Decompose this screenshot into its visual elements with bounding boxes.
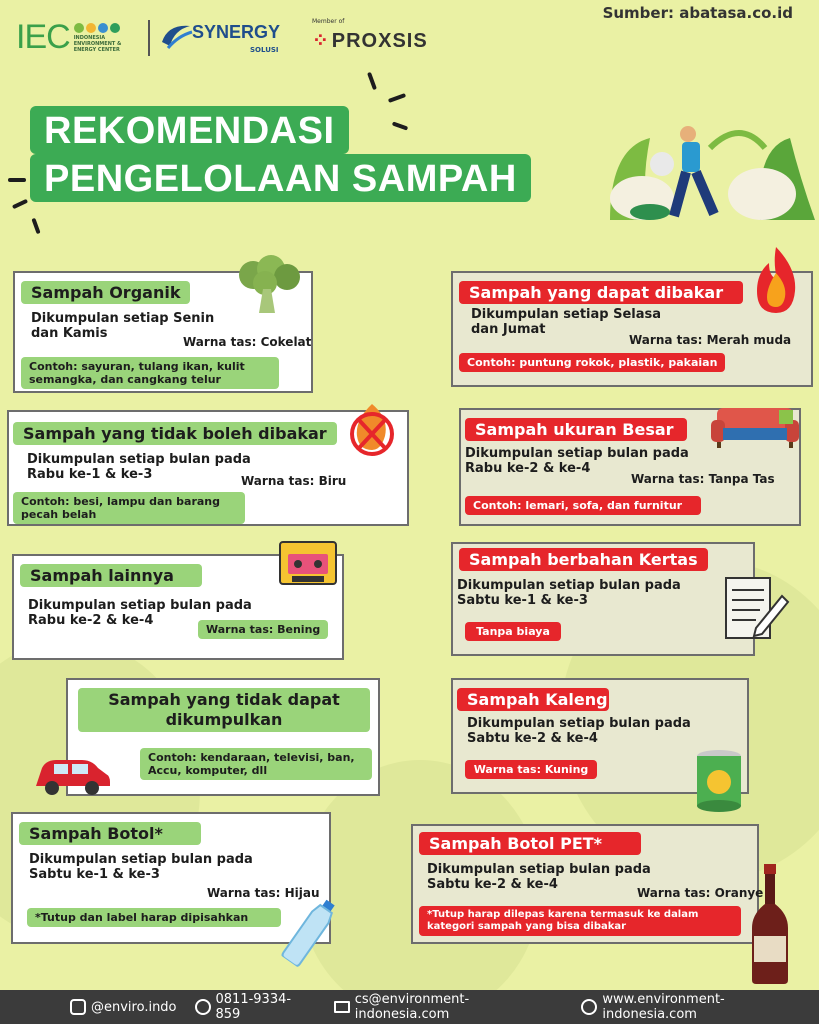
card-bag-color: Warna tas: Oranye <box>637 886 764 900</box>
card-note: *Tutup dan label harap dipisahkan <box>27 908 281 927</box>
card-example: Contoh: puntung rokok, plastik, pakaian <box>459 353 725 372</box>
card-title: Sampah Kaleng <box>457 688 609 711</box>
page-title-line2: PENGELOLAAN SAMPAH <box>30 154 531 202</box>
card-schedule: Dikumpulan setiap bulan pada Rabu ke-1 & ke-3 <box>27 452 251 482</box>
fire-icon <box>749 245 803 317</box>
title-accent-line <box>388 93 406 103</box>
no-fire-icon <box>345 400 399 456</box>
card-sampah-organik <box>13 271 313 393</box>
card-example: Contoh: lemari, sofa, dan furnitur <box>465 496 701 515</box>
card-schedule: Dikumpulan setiap Selasa dan Jumat <box>471 307 662 337</box>
footer-website-text: www.environment-indonesia.com <box>602 992 725 1022</box>
proxsis-logo-text: PROXSIS <box>331 30 428 52</box>
title-accent-line <box>31 218 40 234</box>
card-title: Sampah Botol PET* <box>419 832 641 855</box>
footer-email-text: cs@environment-indonesia.com <box>354 992 470 1022</box>
card-schedule: Dikumpulan setiap Senin dan Kamis <box>31 311 215 341</box>
globe-icon <box>581 999 597 1015</box>
iec-logo-text: IEC <box>16 18 70 56</box>
page-title-line1: REKOMENDASI <box>30 106 349 154</box>
waste-sorting-illustration-icon <box>590 108 815 220</box>
synergy-logo <box>158 18 288 58</box>
card-bag-color: Warna tas: Merah muda <box>629 333 792 347</box>
card-schedule: Dikumpulan setiap bulan pada Sabtu ke-2 & ke-4 <box>467 716 691 746</box>
card-title: Sampah yang dapat dibakar <box>459 281 743 304</box>
card-example: Contoh: besi, lampu dan barang pecah belah <box>13 492 245 524</box>
card-sampah-botol-pet <box>411 824 764 944</box>
card-bag-color: Warna tas: Tanpa Tas <box>631 472 775 486</box>
iec-logo <box>16 18 134 57</box>
card-title: Sampah yang tidak dapat dikumpulkan <box>78 688 370 732</box>
footer-website[interactable] <box>581 992 819 1022</box>
card-bag-color: Warna tas: Hijau <box>207 886 320 900</box>
source-credit: Sumber: abatasa.co.id <box>602 4 793 22</box>
card-sampah-dapat-dibakar <box>451 271 813 387</box>
card-sampah-ukuran-besar <box>459 408 801 526</box>
footer-instagram[interactable] <box>70 999 177 1015</box>
broccoli-icon <box>233 255 305 315</box>
footer-whatsapp[interactable] <box>195 992 316 1022</box>
card-bag-color: Warna tas: Cokelat <box>183 335 312 349</box>
card-sampah-lainnya <box>12 554 344 660</box>
title-accent-line <box>12 199 28 209</box>
can-icon <box>694 748 744 814</box>
footer-whatsapp-text: 0811-9334-859 <box>215 992 292 1022</box>
email-icon <box>334 1001 350 1013</box>
card-title: Sampah ukuran Besar <box>465 418 687 441</box>
card-schedule: Dikumpulan setiap bulan pada Sabtu ke-1 & ke-3 <box>457 578 681 608</box>
card-sampah-tidak-boleh-dibakar <box>7 410 409 526</box>
card-schedule: Dikumpulan setiap bulan pada Rabu ke-2 & ke-4 <box>28 598 252 628</box>
whatsapp-icon <box>195 999 211 1015</box>
card-sampah-botol <box>11 812 331 944</box>
card-bag-color: Warna tas: Biru <box>241 474 347 488</box>
card-bag-color: Warna tas: Kuning <box>465 760 597 779</box>
proxsis-logo <box>312 28 428 53</box>
title-accent-line <box>392 121 408 130</box>
card-title: Sampah Organik <box>21 281 190 304</box>
card-sampah-tidak-dapat-dikumpulkan <box>66 678 380 796</box>
card-title: Sampah yang tidak boleh dibakar <box>13 422 337 445</box>
iec-logo-mark <box>74 23 134 33</box>
card-example: Contoh: sayuran, tulang ikan, kulit semangka, dan cangkang telur <box>21 357 279 389</box>
instagram-icon <box>70 999 86 1015</box>
card-schedule: Dikumpulan setiap bulan pada Sabtu ke-1 & ke-3 <box>29 852 253 882</box>
sofa-icon <box>709 402 801 450</box>
card-sampah-kertas <box>451 542 755 656</box>
header-divider <box>148 20 150 56</box>
card-note: *Tutup harap dilepas karena termasuk ke dalam kategori sampah yang bisa dibakar <box>419 906 741 936</box>
title-accent-line <box>367 72 377 90</box>
footer-instagram-text: @enviro.indo <box>91 999 177 1015</box>
proxsis-dots-icon: ⁘ <box>312 30 330 52</box>
card-schedule: Dikumpulan setiap bulan pada Rabu ke-2 & ke-4 <box>465 446 689 476</box>
cassette-icon <box>278 536 338 590</box>
card-example: Contoh: kendaraan, televisi, ban, Accu, komputer, dll <box>140 748 372 780</box>
iec-logo-subtitle: INDONESIA ENVIRONMENT & ENERGY CENTER <box>73 34 122 53</box>
card-title: Sampah berbahan Kertas <box>459 548 708 571</box>
title-accent-line <box>8 178 26 182</box>
footer-email[interactable] <box>334 992 564 1022</box>
proxsis-member-label: Member of <box>312 18 345 25</box>
card-bag-color: Warna tas: Bening <box>198 620 328 639</box>
synergy-logo-text: SYNERGY <box>192 22 281 42</box>
paper-document-icon <box>720 574 790 646</box>
wine-bottle-icon <box>748 864 792 984</box>
synergy-swoosh-icon <box>158 18 194 54</box>
card-schedule: Dikumpulan setiap bulan pada Sabtu ke-2 & ke-4 <box>427 862 651 892</box>
card-title: Sampah Botol* <box>19 822 201 845</box>
synergy-logo-subtitle: SOLUSI <box>250 46 279 54</box>
card-title: Sampah lainnya <box>20 564 202 587</box>
footer-bar <box>0 990 819 1024</box>
card-fee: Tanpa biaya <box>465 622 561 641</box>
car-icon <box>32 748 112 796</box>
